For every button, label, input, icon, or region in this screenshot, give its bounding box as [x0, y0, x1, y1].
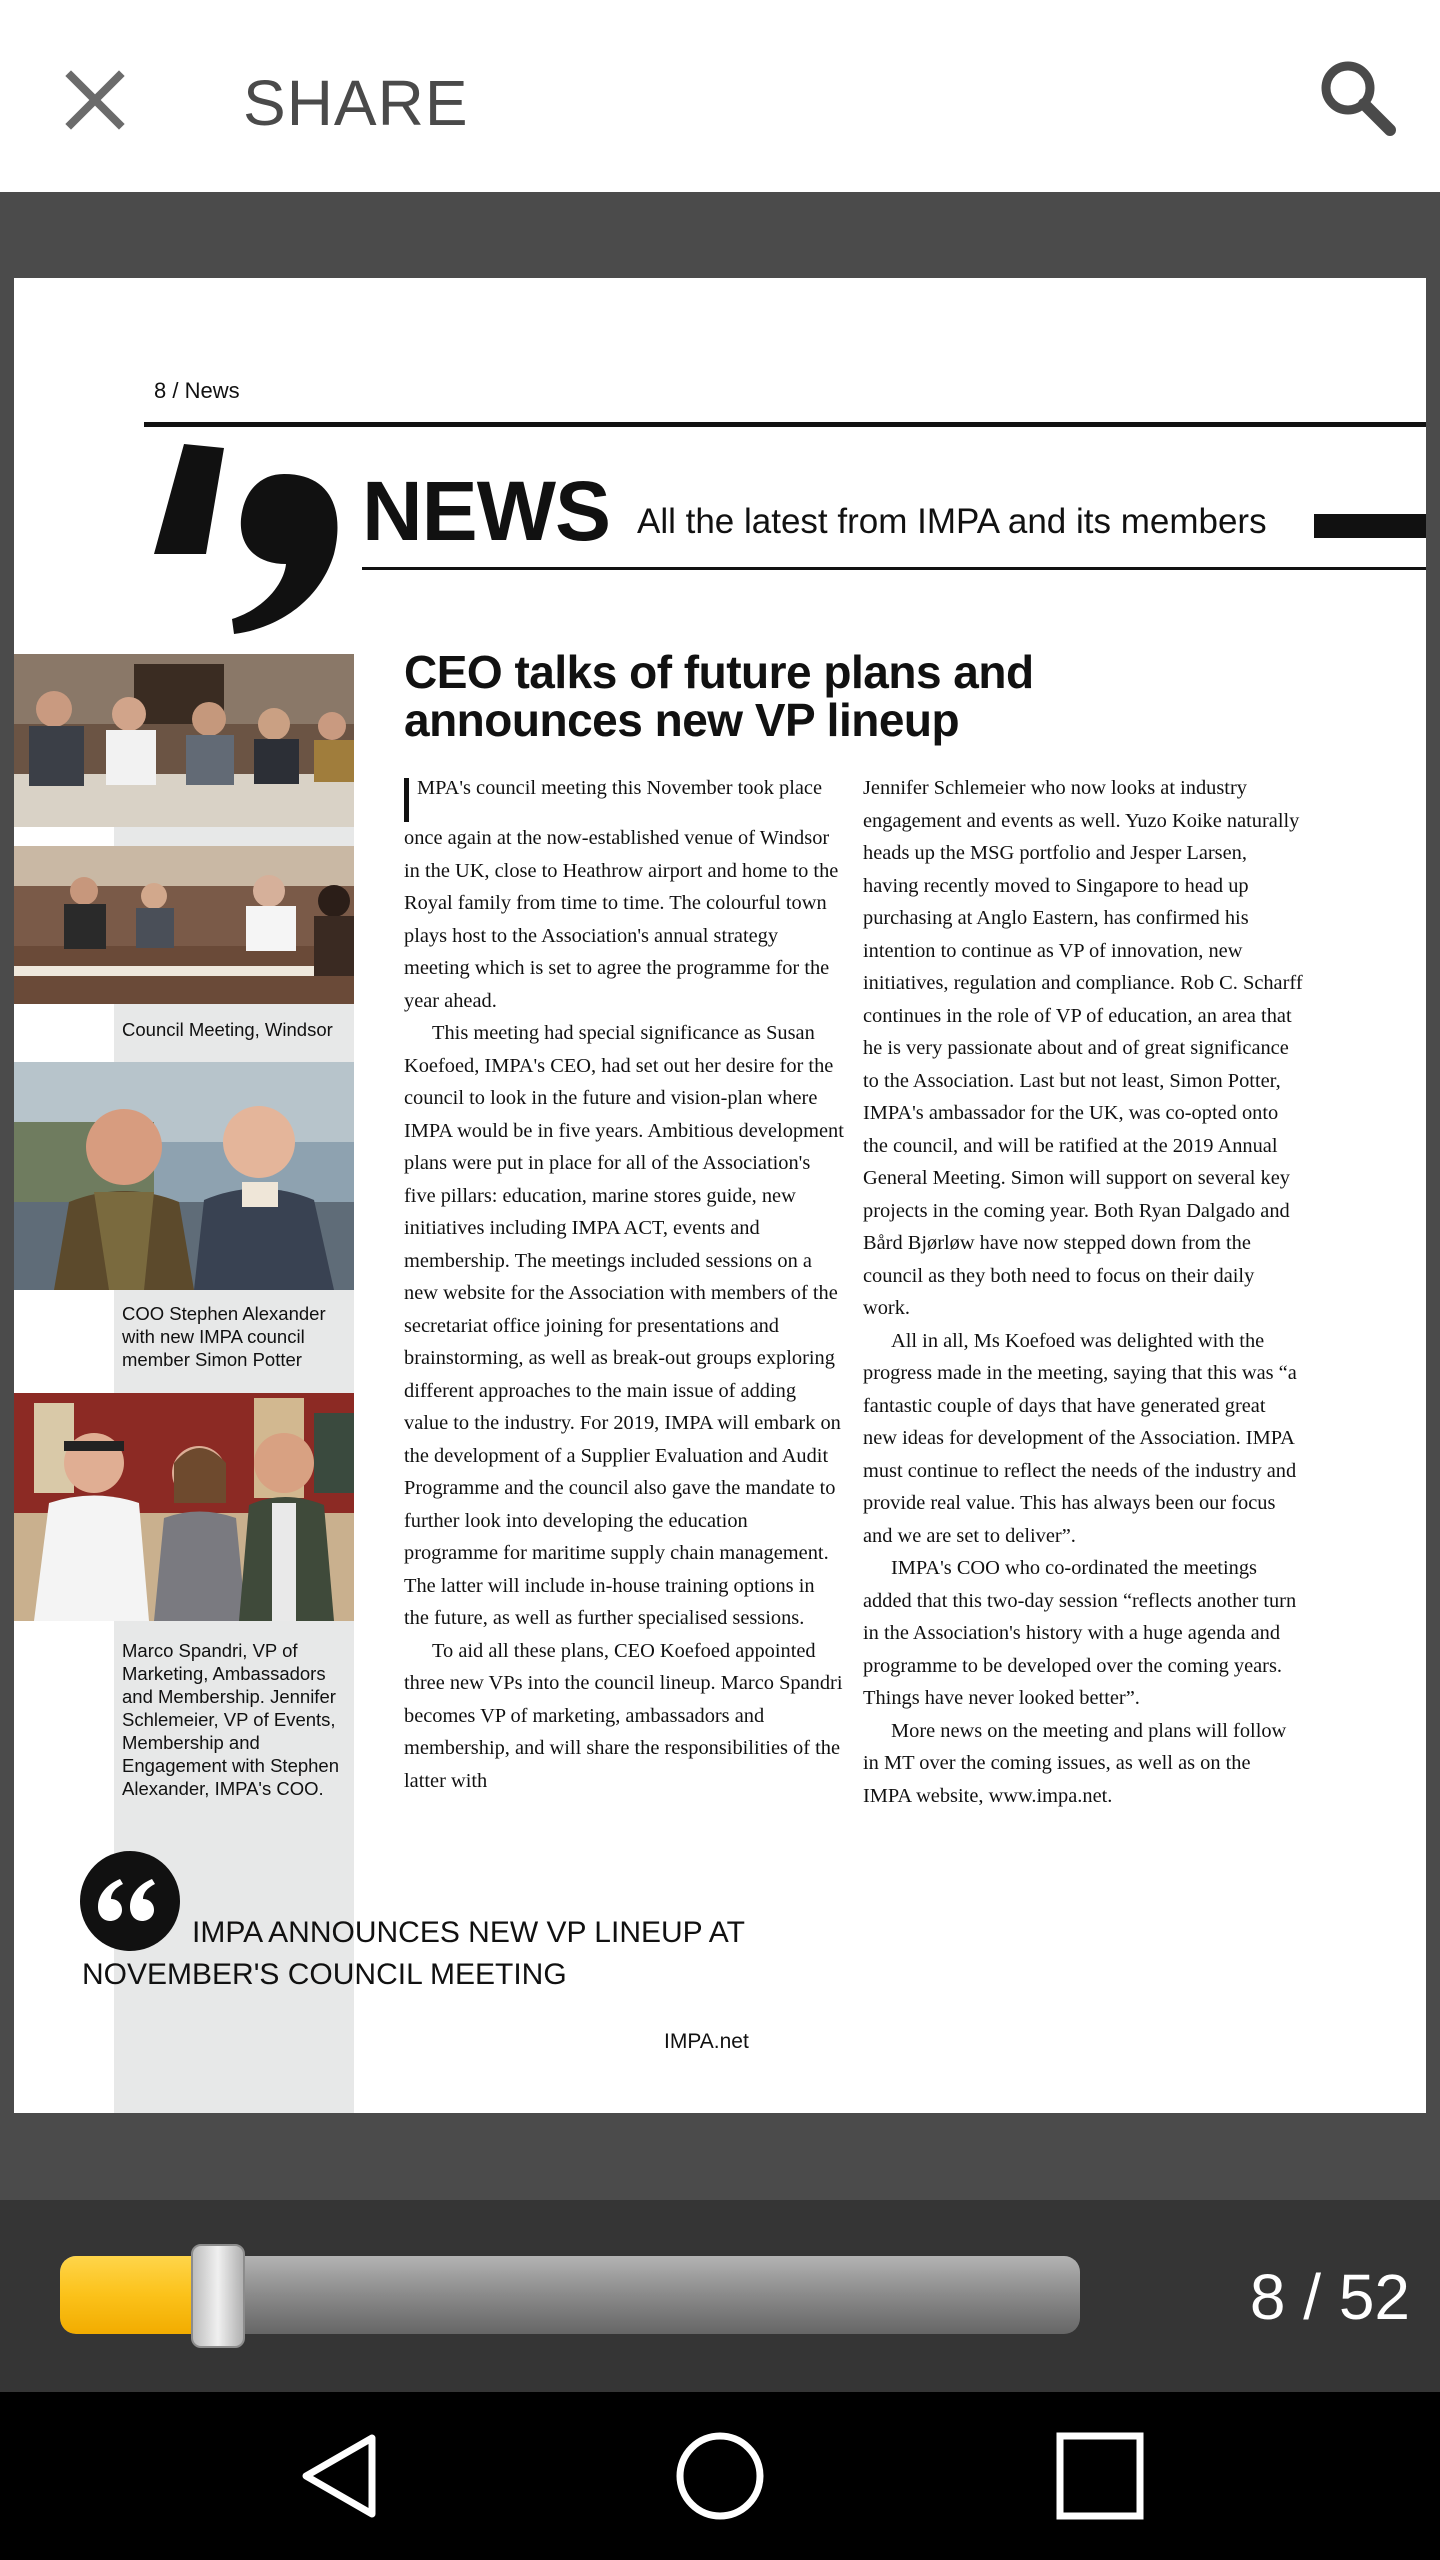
pull-quote-text: IMPA ANNOUNCES NEW VP LINEUP AT NOVEMBER'S COUNCIL MEETING [82, 1916, 745, 1991]
app-bar-title: SHARE [243, 67, 469, 139]
photo-new-vps [14, 1393, 354, 1621]
header-rule-bottom [362, 567, 1426, 570]
header-accent-bar [1314, 514, 1426, 538]
photo-council-meeting-2 [14, 846, 354, 1004]
photo-caption: Council Meeting, Windsor [122, 1019, 333, 1040]
page-label: 8 / News [154, 378, 240, 403]
article-paragraph: Jennifer Schlemeier who now looks at industry engagement and events as well. Yuzo Koike naturally heads up the MSG portfolio and Jesper Larsen, having recently moved to Singapore to head up purchasing at Anglo Eastern, has confirmed his intention to continue as VP of innovation, new initiatives, regulation and compliance. Rob C. Scharff continues in the role of VP of education, an area that he is very passionate about and of great significance to the Association. Last but not least, Simon Potter, IMPA's ambassador for the UK, was co-opted onto the council, and will be ratified at the 2019 Annual General Meeting. Simon will support on several key projects in the coming year. Both Ryan Dalgado and Bård Bjørløw have now stepped down from the council as they both need to focus on their daily work. [863, 777, 1303, 1319]
article-paragraph: More news on the meeting and plans will follow in MT over the coming issues, as well as on the IMPA website, www.impa.net. [863, 1719, 1287, 1807]
page-slider-thumb[interactable] [191, 2244, 245, 2348]
photo-coo-and-council-member [14, 1062, 354, 1290]
system-nav-bar [0, 2392, 1440, 2560]
search-icon [1312, 52, 1402, 142]
article-paragraph [404, 772, 844, 1017]
page-controls [0, 2200, 1440, 2392]
drop-cap-bar [404, 778, 409, 822]
nav-back-button[interactable] [290, 2426, 390, 2526]
photo-caption: Marco Spandri, VP of Marketing, Ambassadors and Membership. Jennifer Schlemeier, VP of Events, Membership and Engagement with Stephen Alexander, IMPA's COO. [122, 1640, 340, 1799]
nav-recents-button[interactable] [1050, 2426, 1150, 2526]
article-headline: CEO talks of future plans and announces new VP lineup [404, 646, 1034, 746]
article-paragraph: All in all, Ms Koefoed was delighted with the progress made in the meeting, saying that this was “a fantastic couple of days that have generated great new ideas for development of the Association. IMPA must continue to reflect the needs of the industry and provide real value. This has always been our focus and we are set to deliver”. [863, 1329, 1297, 1547]
back-triangle-icon [290, 2426, 390, 2526]
article-column-left [404, 772, 844, 1797]
quote-mark-icon [144, 434, 344, 634]
article-text: MPA's council meeting this November took place once again at the now-established venue of Windsor in the UK, close to Heathrow airport and home to the Royal family from time to time. The colourful town plays host to the Association's annual strategy meeting which is set to agree the programme for the year ahead. [404, 777, 839, 1012]
article-column-right [863, 772, 1303, 1812]
article-paragraph: IMPA's COO who co-ordinated the meetings added that this two-day session “reflects another turn in the Association's history with a huge agenda and programme to be developed over the coming years. Things have never looked better”. [863, 1557, 1297, 1709]
article-paragraph: This meeting had special significance as Susan Koefoed, IMPA's CEO, had set out her desire for the council to look in the future and vision-plan where IMPA would be in five years. Ambitious development plans were put in place for all of the Association's five pillars: education, marine stores guide, new initiatives including IMPA ACT, events and membership. The meetings included sessions on a new website for the Association with members of the secretariat office joining for presentations and brainstorming, as well as break-out groups exploring different approaches to the main issue of adding value to the industry. For 2019, IMPA will embark on the development of a Supplier Evaluation and Audit Programme and the council also gave the mandate to further look into developing the education programme for maritime supply chain management. The latter will include in-house training options in the future, as well as further specialised sessions. [404, 1022, 844, 1629]
home-circle-icon [670, 2426, 770, 2526]
header-rule [144, 422, 1426, 427]
section-title: NEWS [362, 464, 610, 558]
page-counter: 8 / 52 [1249, 2261, 1410, 2333]
article-paragraph: To aid all these plans, CEO Koefoed appointed three new VPs into the council lineup. Marco Spandri becomes VP of marketing, ambassadors and membership, and will share the responsibilities of the latter with [404, 1639, 843, 1792]
section-tagline: All the latest from IMPA and its members [637, 502, 1267, 541]
magazine-page[interactable] [14, 278, 1426, 2113]
app-bar [0, 0, 1440, 192]
nav-home-button[interactable] [670, 2426, 770, 2526]
search-button[interactable] [1312, 52, 1402, 142]
close-button[interactable] [55, 60, 135, 140]
page-footer-url: IMPA.net [664, 2030, 749, 2053]
photo-council-meeting-1 [14, 654, 354, 827]
recents-square-icon [1050, 2426, 1150, 2526]
photo-caption: COO Stephen Alexander with new IMPA council member Simon Potter [122, 1303, 326, 1370]
close-icon [55, 60, 135, 140]
pull-quote [82, 1912, 782, 1996]
